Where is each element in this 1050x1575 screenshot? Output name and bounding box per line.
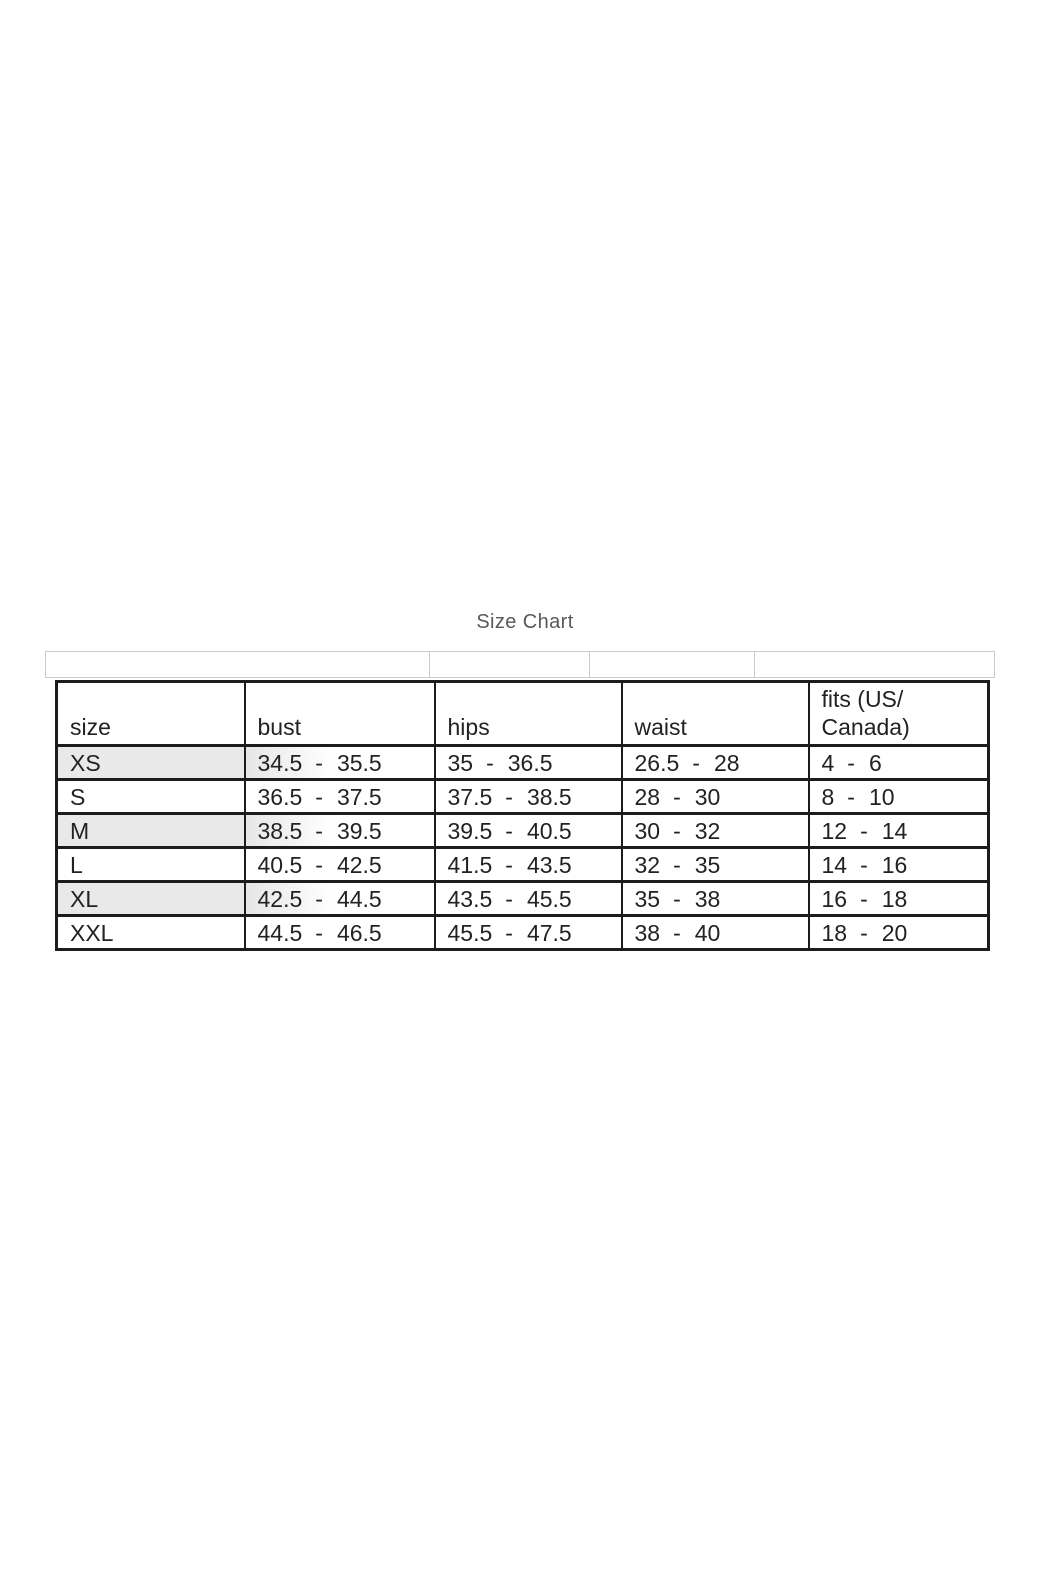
bust-max: 39.5 [336,817,382,844]
fits-max: 16 [881,851,908,878]
bust-cell [245,882,435,916]
range-dash: - [673,885,681,912]
range-dash: - [673,919,681,946]
hips-cell [435,916,622,950]
hips-max: 40.5 [526,817,572,844]
fits-cell [809,814,989,848]
bust-max: 37.5 [336,783,382,810]
hips-min: 41.5 [447,851,493,878]
column-header-waist: waist [622,682,809,746]
hips-cell [435,848,622,882]
range-dash: - [505,783,513,810]
fits-min: 18 [821,919,848,946]
hips-max: 45.5 [526,885,572,912]
table-row-xxl [57,916,989,950]
bust-min: 44.5 [257,919,303,946]
table-row-l [57,848,989,882]
waist-max: 28 [713,749,740,776]
bust-cell [245,814,435,848]
range-dash: - [315,885,323,912]
fits-min: 8 [821,783,835,810]
range-dash: - [860,919,868,946]
table-row-s [57,780,989,814]
range-dash: - [692,749,700,776]
range-dash: - [673,783,681,810]
strip-cell [590,652,755,677]
waist-max: 30 [694,783,721,810]
range-dash: - [847,749,855,776]
hips-cell [435,814,622,848]
range-dash: - [505,919,513,946]
size-cell: M [57,814,245,848]
waist-min: 32 [634,851,661,878]
strip-cell [46,652,430,677]
column-header-fits: fits (US/ Canada) [809,682,989,746]
waist-cell [622,882,809,916]
fits-cell [809,916,989,950]
fits-cell [809,780,989,814]
hips-cell [435,780,622,814]
waist-cell [622,916,809,950]
waist-max: 35 [694,851,721,878]
bust-min: 34.5 [257,749,303,776]
fits-min: 12 [821,817,848,844]
strip-cell [755,652,994,677]
fits-max: 10 [868,783,895,810]
table-row-xl [57,882,989,916]
column-header-bust: bust [245,682,435,746]
range-dash: - [860,817,868,844]
hips-min: 37.5 [447,783,493,810]
hips-cell [435,746,622,780]
waist-min: 30 [634,817,661,844]
bust-min: 36.5 [257,783,303,810]
waist-cell [622,780,809,814]
range-dash: - [315,749,323,776]
hips-max: 43.5 [526,851,572,878]
size-cell: L [57,848,245,882]
hips-min: 43.5 [447,885,493,912]
range-dash: - [860,885,868,912]
fits-min: 14 [821,851,848,878]
bust-min: 38.5 [257,817,303,844]
bust-cell [245,746,435,780]
range-dash: - [315,919,323,946]
range-dash: - [505,851,513,878]
fits-max: 20 [881,919,908,946]
table-row-xs [57,746,989,780]
size-cell: XXL [57,916,245,950]
hips-max: 36.5 [507,749,553,776]
size-cell: S [57,780,245,814]
waist-max: 38 [694,885,721,912]
waist-min: 35 [634,885,661,912]
table-body [57,746,989,950]
range-dash: - [860,851,868,878]
size-cell: XL [57,882,245,916]
waist-max: 40 [694,919,721,946]
fits-max: 6 [868,749,882,776]
hips-cell [435,882,622,916]
range-dash: - [315,783,323,810]
header-row [57,682,989,746]
range-dash: - [505,885,513,912]
size-chart-table [55,680,990,951]
fits-max: 14 [881,817,908,844]
waist-cell [622,848,809,882]
column-header-hips: hips [435,682,622,746]
range-dash: - [847,783,855,810]
range-dash: - [486,749,494,776]
fits-cell [809,882,989,916]
fits-min: 4 [821,749,835,776]
bust-cell [245,916,435,950]
table-row-m [57,814,989,848]
strip-cell [430,652,590,677]
bust-max: 46.5 [336,919,382,946]
hips-max: 38.5 [526,783,572,810]
waist-cell [622,814,809,848]
bust-cell [245,780,435,814]
bust-max: 42.5 [336,851,382,878]
bust-max: 35.5 [336,749,382,776]
column-header-size: size [57,682,245,746]
hips-min: 45.5 [447,919,493,946]
empty-header-strip [45,651,995,678]
hips-min: 39.5 [447,817,493,844]
waist-cell [622,746,809,780]
range-dash: - [315,851,323,878]
bust-min: 40.5 [257,851,303,878]
bust-max: 44.5 [336,885,382,912]
page-title: Size Chart [476,611,574,633]
range-dash: - [505,817,513,844]
range-dash: - [315,817,323,844]
fits-max: 18 [881,885,908,912]
hips-min: 35 [447,749,474,776]
fits-min: 16 [821,885,848,912]
range-dash: - [673,851,681,878]
bust-cell [245,848,435,882]
waist-min: 26.5 [634,749,680,776]
waist-min: 28 [634,783,661,810]
size-cell: XS [57,746,245,780]
hips-max: 47.5 [526,919,572,946]
waist-min: 38 [634,919,661,946]
fits-cell [809,746,989,780]
fits-cell [809,848,989,882]
range-dash: - [673,817,681,844]
table-header [57,682,989,746]
bust-min: 42.5 [257,885,303,912]
waist-max: 32 [694,817,721,844]
